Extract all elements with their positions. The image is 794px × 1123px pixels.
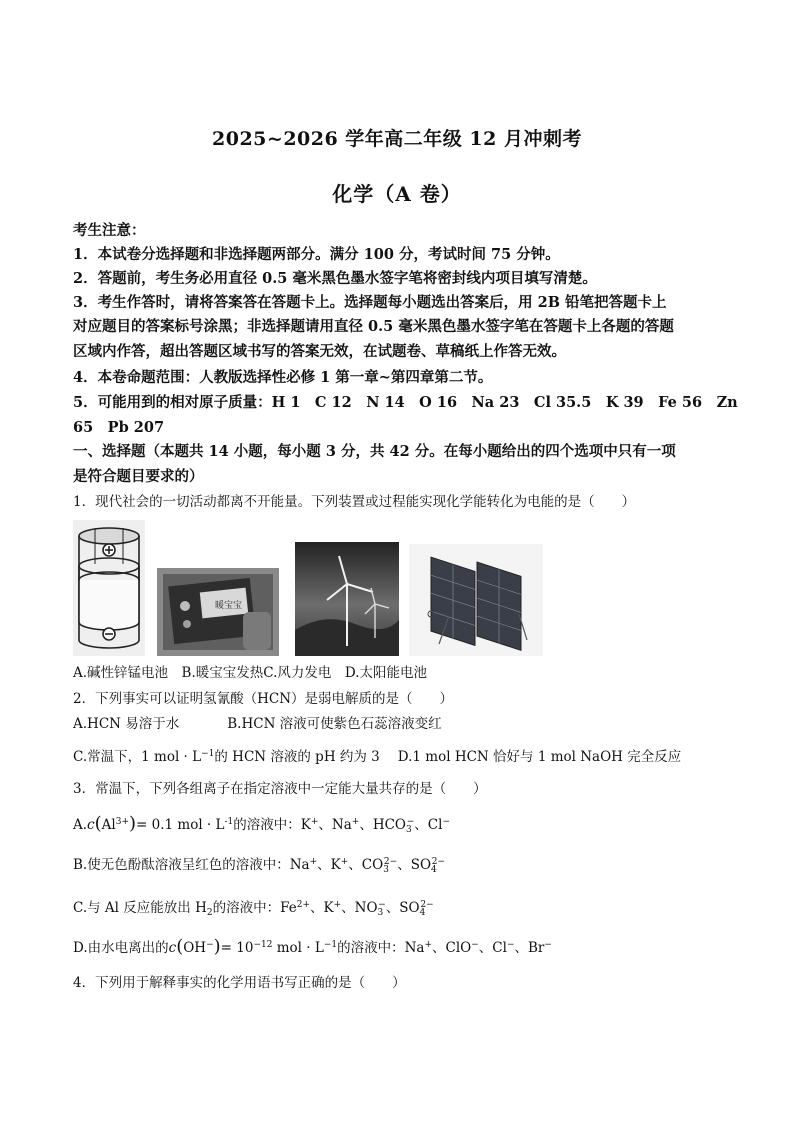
- notice-item-5-cont: 65 Pb 207: [73, 419, 165, 436]
- notice-item-1: 1．本试卷分选择题和非选择题两部分。满分 100 分，考试时间 75 分钟。: [73, 246, 560, 263]
- q1-figures: [73, 520, 543, 656]
- q2-stem: 2．下列事实可以证明氢氰酸（HCN）是弱电解质的是（ ）: [73, 691, 454, 707]
- exam-subtitle: 化学（A 卷）: [332, 182, 462, 206]
- notice-item-3-cont-1: 对应题目的答案标号涂黑；非选择题请用直径 0.5 毫米黑色墨水签字笔在答题卡上各题的答题: [73, 318, 674, 335]
- notice-item-2: 2．答题前，考生务必用直径 0.5 毫米黑色墨水签字笔将密封线内项目填写清楚。: [73, 270, 597, 287]
- q1-stem: 1．现代社会的一切活动都离不开能量。下列装置或过程能实现化学能转化为电能的是（ ）: [73, 494, 636, 510]
- q4-stem: 4．下列用于解释事实的化学用语书写正确的是（ ）: [73, 975, 406, 991]
- notice-item-4: 4．本卷命题范围：人教版选择性必修 1 第一章~第四章第二节。: [73, 369, 493, 386]
- notice-item-3-cont-2: 区域内作答，超出答题区域书写的答案无效，在试题卷、草稿纸上作答无效。: [73, 343, 566, 360]
- notice-heading: 考生注意：: [73, 222, 146, 239]
- hand-warmer-figure: [157, 568, 279, 656]
- q3-option-c: C.与 Al 反应能放出 $H_2$的溶液中：$Fe^{2+}$、K+、$NO_3^-$、$SO_4^{2-}$: [73, 900, 434, 918]
- q1-options: A.碱性锌锰电池 B.暖宝宝发热C.风力发电 D.太阳能电池: [73, 665, 428, 681]
- q2-options-cd: [73, 748, 733, 766]
- solar-panel-figure: [409, 544, 543, 656]
- q2-options-ab: [73, 715, 733, 733]
- notice-item-3: 3．考生作答时，请将答案答在答题卡上。选择题每小题选出答案后，用 2B 铅笔把答题卡上: [73, 294, 667, 311]
- q3-option-a: $A.c(Al^{3+})= 0.1$ mol · $L^{-1}$的溶液中：K+、Na+、$HCO_3^-$、Cl−: [73, 813, 450, 835]
- q2-option-d: D.1 mol HCN 恰好与 1 mol NaOH 完全反应: [397, 749, 682, 765]
- alkaline-battery-figure: [73, 520, 145, 656]
- section-heading-line-1: 一、选择题（本题共 14 小题，每小题 3 分，共 42 分。在每小题给出的四个选项中只有一项: [73, 443, 676, 460]
- wind-turbine-figure: [295, 542, 399, 656]
- q3-option-d: D.由水电离出的$c(OH^-)= 10^{-12}$ mol · $L^{-1}$的溶液中：Na+、ClO−、Cl−、Br−: [73, 936, 552, 957]
- notice-item-5: 5．可能用到的相对原子质量：H 1 C 12 N 14 O 16 Na 23 Cl 35.5 K 39 Fe 56 Zn: [73, 394, 738, 411]
- q3-stem: 3．常温下，下列各组离子在指定溶液中一定能大量共存的是（ ）: [73, 781, 487, 797]
- q2-option-b: B.HCN 溶液可使紫色石蕊溶液变红: [227, 716, 442, 732]
- hand-warmer-label: 暖宝宝: [215, 601, 243, 611]
- q2-option-c: C.常温下，1 mol · $L^{-1}$的 HCN 溶液的 pH 约为 3: [73, 749, 380, 765]
- exam-title: 2025~2026 学年高二年级 12 月冲刺考: [212, 128, 582, 150]
- q3-option-b: B.使无色酚酞溶液呈红色的溶液中：Na+、K+、$CO_3^{2-}$、$SO_4^{2-}$: [73, 857, 446, 875]
- section-heading-line-2: 是符合题目要求的）: [73, 468, 204, 485]
- q2-option-a: A.HCN 易溶于水: [73, 716, 180, 732]
